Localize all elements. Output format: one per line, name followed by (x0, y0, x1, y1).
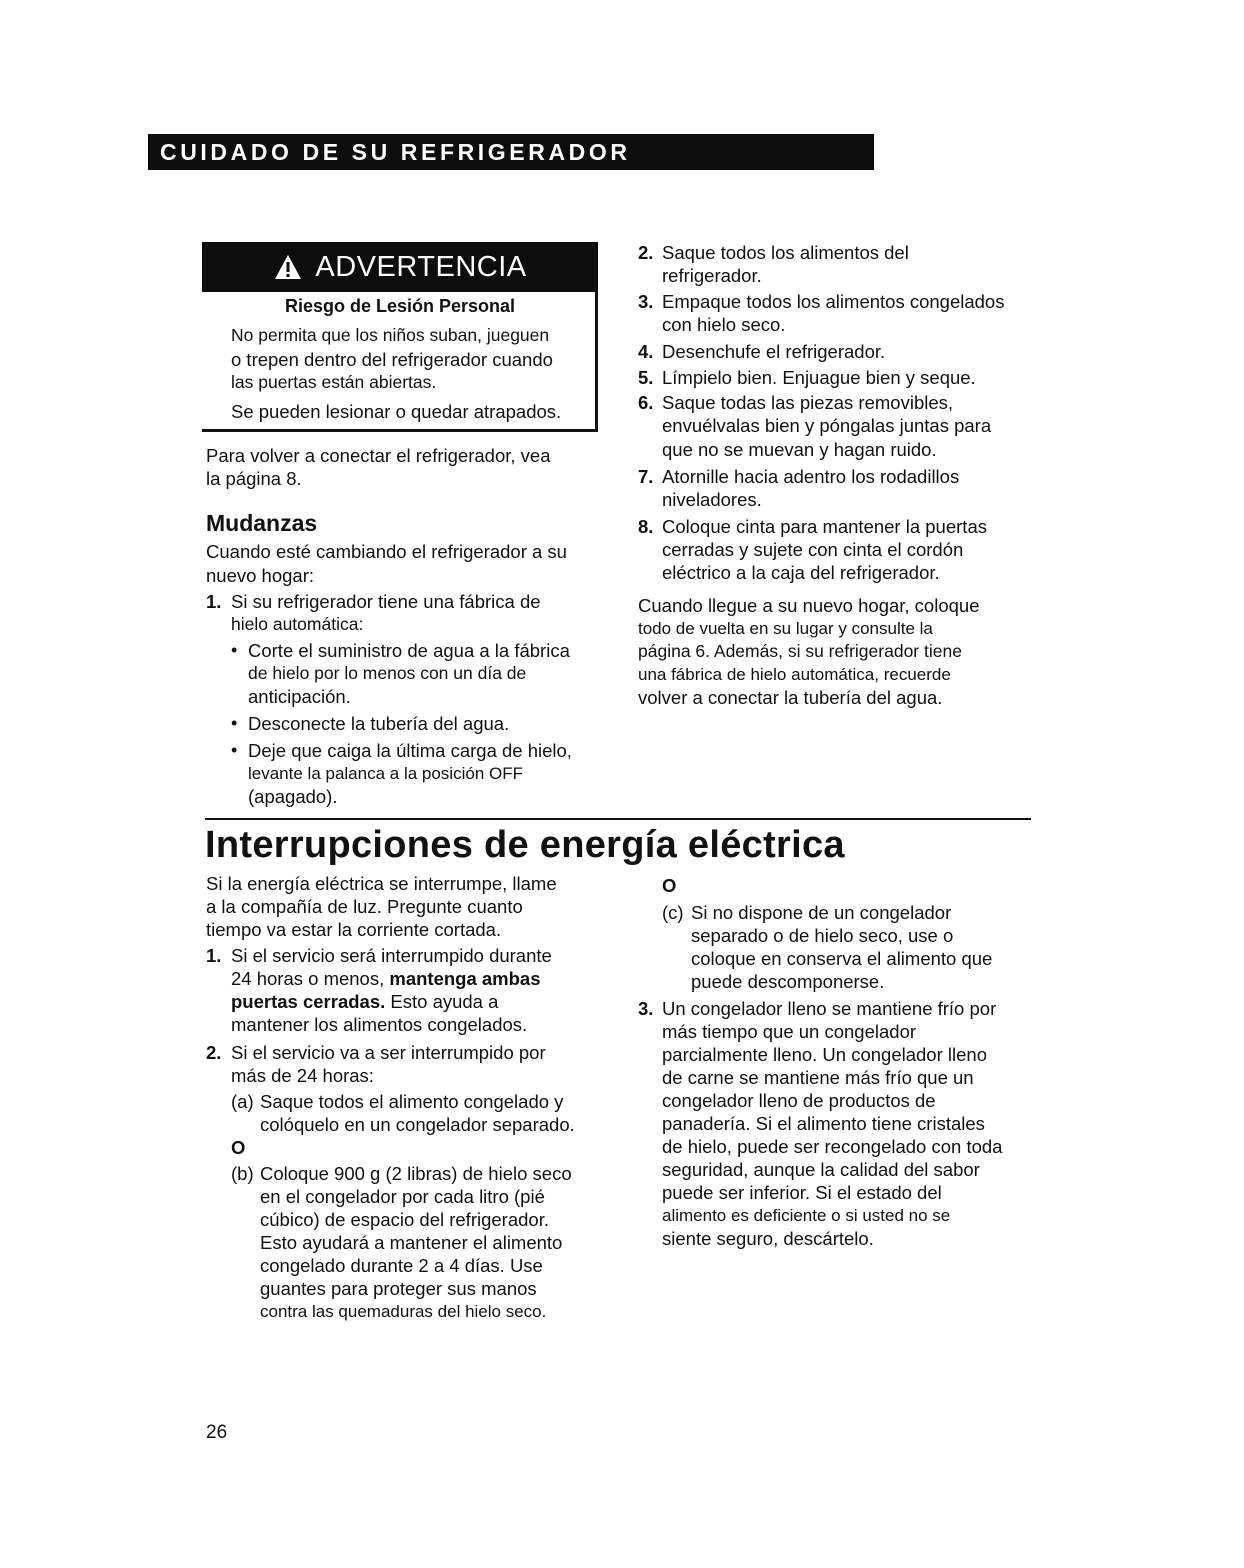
step-text: hielo automática: (231, 614, 364, 634)
step-text: con hielo seco. (662, 314, 786, 335)
outage-intro: tiempo va estar la corriente cortada. (206, 919, 502, 940)
step-number: 2. (206, 1042, 222, 1063)
moving-heading: Mudanzas (206, 510, 318, 536)
option-text: cúbico) de espacio del refrigerador. (260, 1209, 549, 1230)
arrival-text: volver a conectar la tubería del agua. (638, 687, 943, 708)
step-number: 2. (638, 242, 654, 263)
moving-intro: nuevo hogar: (206, 565, 315, 586)
step-number: 6. (638, 392, 654, 413)
step-number: 1. (206, 945, 222, 966)
bullet-text: anticipación. (248, 686, 351, 707)
step-text: de hielo, puede ser recongelado con toda (662, 1136, 1003, 1157)
warning-header (202, 242, 598, 292)
step-text: más tiempo que un congelador (662, 1021, 917, 1042)
moving-intro: Cuando esté cambiando el refrigerador a su (206, 541, 567, 562)
step-number: 7. (638, 466, 654, 487)
bullet-mark: • (231, 640, 238, 660)
step-number: 1. (206, 591, 222, 612)
step-text: Atornille hacia adentro los rodadillos (662, 466, 960, 487)
arrival-text: todo de vuelta en su lugar y consulte la (638, 619, 933, 638)
outage-intro: a la compañía de luz. Pregunte cuanto (206, 896, 523, 917)
arrival-text: página 6. Además, si su refrigerador tiene (638, 641, 962, 661)
step-text: Un congelador lleno se mantiene frío por (662, 998, 997, 1019)
option-text: contra las quemaduras del hielo seco. (260, 1302, 547, 1321)
bullet-text: de hielo por lo menos con un día de (248, 663, 527, 683)
arrival-text: Cuando llegue a su nuevo hogar, coloque (638, 595, 980, 616)
step-number: 4. (638, 341, 654, 362)
step-text: envuélvalas bien y póngalas juntas para (662, 415, 992, 436)
or-separator: O (662, 875, 677, 896)
or-separator: O (231, 1137, 246, 1158)
warning-title: ADVERTENCIA (315, 250, 527, 283)
step-text: Si el servicio será interrumpido durante (231, 945, 552, 966)
warning-line: las puertas están abiertas. (231, 372, 437, 392)
step-text: parcialmente lleno. Un congelador lleno (662, 1044, 987, 1065)
arrival-text: una fábrica de hielo automática, recuerde (638, 665, 951, 684)
bullet-text: Deje que caiga la última carga de hielo, (248, 740, 572, 761)
option-text: congelado durante 2 a 4 días. Use (260, 1255, 543, 1276)
option-text: coloque en conserva el alimento que (691, 948, 993, 969)
step-number: 8. (638, 516, 654, 537)
step-text: Saque todos los alimentos del (662, 242, 909, 263)
warning-line: o trepen dentro del refrigerador cuando (231, 349, 553, 370)
step-text: congelador lleno de productos de (662, 1090, 936, 1111)
step-text: cerradas y sujete con cinta el cordón (662, 539, 964, 560)
warning-line: No permita que los niños suban, jueguen (231, 325, 550, 345)
step-text: seguridad, aunque la calidad del sabor (662, 1159, 980, 1180)
step-text: 24 horas o menos, mantenga ambas (231, 968, 541, 989)
outage-heading: Interrupciones de energía eléctrica (205, 824, 845, 866)
step-text: niveladores. (662, 489, 762, 510)
option-text: separado o de hielo seco, use o (691, 925, 954, 946)
option-label: (c) (662, 902, 684, 923)
bullet-mark: • (231, 713, 238, 733)
bullet-mark: • (231, 740, 238, 760)
option-text: Esto ayudará a mantener el alimento (260, 1232, 563, 1253)
step-text: puertas cerradas. Esto ayuda a (231, 991, 499, 1012)
outage-intro: Si la energía eléctrica se interrumpe, llame (206, 873, 557, 894)
option-text: Saque todos el alimento congelado y (260, 1091, 564, 1112)
option-text: en el congelador por cada litro (pié (260, 1186, 545, 1207)
step-text: refrigerador. (662, 265, 762, 286)
step-text: Límpielo bien. Enjuague bien y seque. (662, 367, 976, 388)
step-text: Coloque cinta para mantener la puertas (662, 516, 987, 537)
warning-subtitle: Riesgo de Lesión Personal (284, 296, 516, 316)
option-text: Coloque 900 g (2 libras) de hielo seco (260, 1163, 572, 1184)
step-number: 3. (638, 998, 654, 1019)
option-label: (a) (231, 1091, 254, 1112)
option-text: colóquelo en un congelador separado. (260, 1114, 575, 1135)
step-text: panadería. Si el alimento tiene cristales (662, 1113, 985, 1134)
step-text: Desenchufe el refrigerador. (662, 341, 886, 362)
bullet-text: (apagado). (248, 786, 338, 807)
warning-icon (273, 252, 303, 282)
step-text: más de 24 horas: (231, 1065, 374, 1086)
step-number: 5. (638, 367, 654, 388)
reconnect-text: Para volver a conectar el refrigerador, vea (206, 445, 551, 466)
step-text: Si el servicio va a ser interrumpido por (231, 1042, 546, 1063)
step-text: puede ser inferior. Si el estado del (662, 1182, 942, 1203)
option-text: puede descomponerse. (691, 971, 885, 992)
option-label: (b) (231, 1163, 254, 1184)
step-number: 3. (638, 291, 654, 312)
step-text: Saque todas las piezas removibles, (662, 392, 954, 413)
bullet-text: Desconecte la tubería del agua. (248, 713, 510, 734)
reconnect-text: la página 8. (206, 468, 302, 489)
step-text: siente seguro, descártelo. (662, 1228, 874, 1249)
option-text: Si no dispone de un congelador (691, 902, 952, 923)
step-text: Si su refrigerador tiene una fábrica de (231, 591, 541, 612)
bullet-text: Corte el suministro de agua a la fábrica (248, 640, 570, 661)
step-text: eléctrico a la caja del refrigerador. (662, 562, 940, 583)
option-text: guantes para proteger sus manos (260, 1278, 537, 1299)
step-text: que no se muevan y hagan ruido. (662, 439, 937, 460)
page-number: 26 (206, 1422, 228, 1443)
section-divider (205, 818, 1031, 820)
step-text: mantener los alimentos congelados. (231, 1014, 528, 1035)
warning-line: Se pueden lesionar o quedar atrapados. (231, 401, 562, 422)
section-header: CUIDADO DE SU REFRIGERADOR (148, 134, 874, 170)
step-text: de carne se mantiene más frío que un (662, 1067, 974, 1088)
step-text: Empaque todos los alimentos congelados (662, 291, 1005, 312)
bullet-text: levante la palanca a la posición OFF (248, 764, 523, 783)
step-text: alimento es deficiente o si usted no se (662, 1206, 951, 1225)
